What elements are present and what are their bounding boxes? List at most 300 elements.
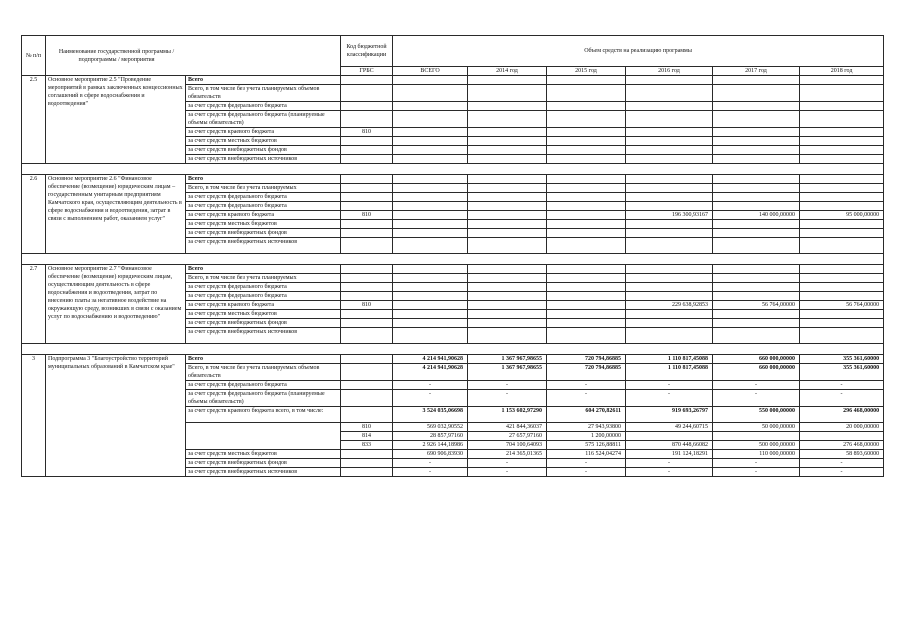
row-value-y2015: - — [547, 381, 626, 390]
row-value-y2015 — [547, 211, 626, 220]
row-value-total — [393, 146, 468, 155]
row-value-total — [393, 76, 468, 85]
row-value-y2015: 27 943,93800 — [547, 423, 626, 432]
row-value-y2014 — [468, 184, 547, 193]
row-value-y2015 — [547, 265, 626, 274]
row-value-y2018: 355 361,60000 — [800, 355, 884, 364]
row-grbs: 810 — [341, 301, 393, 310]
section-gap — [22, 254, 884, 265]
row-value-total — [393, 211, 468, 220]
row-value-total — [393, 128, 468, 137]
row-value-y2018: 355 361,60000 — [800, 364, 884, 381]
row-value-y2015 — [547, 184, 626, 193]
row-value-total — [393, 301, 468, 310]
row-value-y2016 — [626, 265, 713, 274]
row-name: Основное мероприятие 2.5 "Проведение мероприятий в рамках заключенных концессионных соглашений в сфере водоснабжения и водоотведения" — [46, 76, 186, 164]
row-value-y2015 — [547, 274, 626, 283]
row-value-y2014 — [468, 128, 547, 137]
row-source-label: за счет средств внебюджетных источников — [186, 468, 341, 477]
row-source-label: за счет средств внебюджетных источников — [186, 328, 341, 344]
row-grbs — [341, 328, 393, 344]
row-value-y2014 — [468, 301, 547, 310]
row-value-y2017: 110 000,00000 — [713, 450, 800, 459]
row-value-y2014 — [468, 238, 547, 254]
row-value-y2017 — [713, 184, 800, 193]
row-grbs — [341, 85, 393, 102]
row-value-y2018 — [800, 111, 884, 128]
row-grbs — [341, 175, 393, 184]
row-source-label: за счет средств внебюджетных фондов — [186, 319, 341, 328]
table-row — [22, 76, 884, 85]
row-grbs: 833 — [341, 441, 393, 450]
row-value-y2017 — [713, 274, 800, 283]
row-source-label: Всего — [186, 175, 341, 184]
col-2015-header: 2015 год — [547, 67, 626, 76]
row-value-y2017: 660 000,00000 — [713, 355, 800, 364]
row-value-total: 690 906,83930 — [393, 450, 468, 459]
row-value-y2017 — [713, 146, 800, 155]
row-value-y2014 — [468, 265, 547, 274]
row-value-total — [393, 283, 468, 292]
col-2017-header: 2017 год — [713, 67, 800, 76]
row-grbs — [341, 146, 393, 155]
row-value-y2016 — [626, 310, 713, 319]
row-value-total — [393, 202, 468, 211]
section-gap — [22, 344, 884, 355]
row-value-y2015: 1 200,00000 — [547, 432, 626, 441]
row-value-y2014 — [468, 102, 547, 111]
row-value-total: - — [393, 381, 468, 390]
row-source-label: Всего — [186, 265, 341, 274]
row-source-label: за счет средств внебюджетных фондов — [186, 459, 341, 468]
row-value-y2016 — [626, 111, 713, 128]
row-source-label: за счет средств федерального бюджета (планируемые объемы обязательств) — [186, 390, 341, 407]
row-value-y2018 — [800, 310, 884, 319]
col-2014-header: 2014 год — [468, 67, 547, 76]
row-value-total: - — [393, 390, 468, 407]
row-value-total — [393, 193, 468, 202]
row-value-y2015: 575 126,88811 — [547, 441, 626, 450]
row-value-y2017 — [713, 193, 800, 202]
row-value-total — [393, 319, 468, 328]
row-value-y2014 — [468, 328, 547, 344]
row-number: 3 — [22, 355, 46, 477]
row-source-label: Всего, в том числе без учета планируемых объемов обязательств — [186, 364, 341, 381]
row-value-y2015: 720 794,86885 — [547, 364, 626, 381]
row-value-y2015 — [547, 238, 626, 254]
budget-table-body — [22, 76, 884, 477]
row-source-label: Всего — [186, 76, 341, 85]
row-value-y2018 — [800, 220, 884, 229]
row-value-y2018 — [800, 175, 884, 184]
row-value-y2017 — [713, 155, 800, 164]
row-value-y2014 — [468, 85, 547, 102]
row-value-y2018 — [800, 85, 884, 102]
table-row — [22, 355, 884, 364]
row-source-label: Всего, в том числе без учета планируемых — [186, 274, 341, 283]
row-value-y2014 — [468, 202, 547, 211]
row-value-y2016 — [626, 128, 713, 137]
row-value-y2017 — [713, 202, 800, 211]
row-source-label: Всего — [186, 355, 341, 364]
row-value-y2017 — [713, 229, 800, 238]
row-value-y2016 — [626, 238, 713, 254]
row-value-y2017 — [713, 220, 800, 229]
row-value-y2018 — [800, 274, 884, 283]
row-value-total — [393, 310, 468, 319]
row-value-y2017: - — [713, 381, 800, 390]
row-value-y2015 — [547, 301, 626, 310]
row-number: 2.7 — [22, 265, 46, 344]
row-grbs — [341, 137, 393, 146]
row-value-y2016 — [626, 85, 713, 102]
row-value-y2018: 58 893,60000 — [800, 450, 884, 459]
col-volume-header: Объем средств на реализацию программы — [393, 36, 884, 67]
row-value-y2016: - — [626, 468, 713, 477]
row-value-y2015 — [547, 319, 626, 328]
row-value-total — [393, 111, 468, 128]
row-value-y2015 — [547, 229, 626, 238]
row-value-y2015 — [547, 193, 626, 202]
row-value-y2016: 919 693,26797 — [626, 407, 713, 423]
row-value-y2015 — [547, 283, 626, 292]
col-grbs-header: ГРБС — [341, 67, 393, 76]
row-value-total — [393, 265, 468, 274]
row-grbs: 814 — [341, 432, 393, 441]
row-name: Подпрограмма 3 "Благоустройство территорий муниципальных образований в Камчатском крае" — [46, 355, 186, 477]
row-value-y2018 — [800, 102, 884, 111]
row-value-y2018: 95 000,00000 — [800, 211, 884, 220]
row-value-total — [393, 328, 468, 344]
row-source-label: за счет средств внебюджетных источников — [186, 238, 341, 254]
row-value-y2018 — [800, 146, 884, 155]
row-source-label: Всего, в том числе без учета планируемых — [186, 184, 341, 193]
row-value-y2014: 421 844,36037 — [468, 423, 547, 432]
row-value-y2017: - — [713, 390, 800, 407]
row-grbs: 810 — [341, 423, 393, 432]
row-source-label: за счет средств федерального бюджета (планируемые объемы обязательств) — [186, 111, 341, 128]
row-value-y2014 — [468, 283, 547, 292]
row-grbs — [341, 102, 393, 111]
row-value-y2016 — [626, 432, 713, 441]
row-value-y2017: 660 000,00000 — [713, 364, 800, 381]
row-value-total — [393, 238, 468, 254]
row-value-y2015 — [547, 111, 626, 128]
row-value-y2016: 229 638,92853 — [626, 301, 713, 310]
row-source-label: за счет средств федерального бюджета — [186, 381, 341, 390]
row-value-y2018 — [800, 238, 884, 254]
row-value-y2017 — [713, 319, 800, 328]
row-value-y2014: 1 153 602,97290 — [468, 407, 547, 423]
row-value-y2015 — [547, 220, 626, 229]
row-source-label: за счет средств федерального бюджета — [186, 202, 341, 211]
row-grbs — [341, 468, 393, 477]
row-source-label: за счет средств краевого бюджета всего, в том числе: — [186, 407, 341, 423]
row-value-y2018: - — [800, 381, 884, 390]
gap-cell — [22, 254, 884, 265]
row-value-total — [393, 274, 468, 283]
row-value-y2017 — [713, 310, 800, 319]
row-value-y2016: 1 110 817,45088 — [626, 364, 713, 381]
row-source-label: за счет средств местных бюджетов — [186, 450, 341, 459]
row-value-y2016 — [626, 146, 713, 155]
row-value-y2014 — [468, 76, 547, 85]
row-grbs — [341, 193, 393, 202]
row-value-total: 2 926 144,18986 — [393, 441, 468, 450]
col-2018-header: 2018 год — [800, 67, 884, 76]
row-value-y2014 — [468, 155, 547, 164]
row-grbs: 810 — [341, 211, 393, 220]
row-grbs — [341, 390, 393, 407]
row-value-y2015 — [547, 328, 626, 344]
col-name-header: Наименование государственной программы / подпрограммы / мероприятия — [46, 36, 341, 76]
row-grbs — [341, 283, 393, 292]
row-value-y2018: - — [800, 468, 884, 477]
table-row — [22, 175, 884, 184]
row-value-y2016 — [626, 328, 713, 344]
row-source-label: за счет средств внебюджетных фондов — [186, 229, 341, 238]
row-value-total — [393, 175, 468, 184]
row-value-y2016: 191 124,18291 — [626, 450, 713, 459]
row-value-y2017 — [713, 102, 800, 111]
row-value-y2014: 27 657,97160 — [468, 432, 547, 441]
row-value-y2016 — [626, 137, 713, 146]
row-value-y2016 — [626, 292, 713, 301]
row-value-y2017: 56 764,00000 — [713, 301, 800, 310]
row-source-label: Всего, в том числе без учета планируемых объемов обязательств — [186, 85, 341, 102]
row-source-label: за счет средств внебюджетных источников — [186, 155, 341, 164]
row-value-y2014: - — [468, 381, 547, 390]
row-source-label: за счет средств федерального бюджета — [186, 292, 341, 301]
row-value-y2014: 1 367 967,98655 — [468, 364, 547, 381]
row-value-y2014 — [468, 292, 547, 301]
row-value-y2016: 196 300,93167 — [626, 211, 713, 220]
row-value-y2017 — [713, 292, 800, 301]
row-source-label: за счет средств краевого бюджета — [186, 211, 341, 220]
row-name: Основное мероприятие 2.7 "Финансовое обеспечение (возмещение) юридическим лицам, осуществляющим деятельность в сфере водоснабжения и водоотведения, затрат по внесению платы за негативное воздействие на окружающую среду, возникших в связи с оказанием услуг по водоснабжению и водоотведению" — [46, 265, 186, 344]
row-source-label: за счет средств местных бюджетов — [186, 137, 341, 146]
row-value-y2015: 116 524,04274 — [547, 450, 626, 459]
row-value-total: - — [393, 459, 468, 468]
row-value-y2018 — [800, 319, 884, 328]
row-name: Основное мероприятие 2.6 "Финансовое обеспечение (возмещение) юридическим лицам – государственным унитарным предприятиям Камчатского края, осуществляющим деятельность в сфере водоснабжения и водоотведения, затрат в связи с выполнением работ, оказанием услуг" — [46, 175, 186, 254]
row-value-y2017 — [713, 128, 800, 137]
row-value-y2016 — [626, 319, 713, 328]
row-value-y2016 — [626, 155, 713, 164]
row-value-y2018: 20 000,00000 — [800, 423, 884, 432]
row-value-y2016: - — [626, 459, 713, 468]
row-value-y2015 — [547, 292, 626, 301]
gap-cell — [22, 164, 884, 175]
row-value-total — [393, 102, 468, 111]
col-num-header: № п/п — [22, 36, 46, 76]
row-grbs — [341, 238, 393, 254]
row-value-y2015 — [547, 76, 626, 85]
row-value-y2014 — [468, 137, 547, 146]
row-grbs — [341, 407, 393, 423]
row-value-y2015 — [547, 85, 626, 102]
row-value-y2014: - — [468, 468, 547, 477]
row-value-y2014: - — [468, 390, 547, 407]
row-value-y2016: - — [626, 381, 713, 390]
row-grbs — [341, 111, 393, 128]
row-value-y2018 — [800, 193, 884, 202]
row-grbs — [341, 364, 393, 381]
col-total-header: ВСЕГО — [393, 67, 468, 76]
row-number: 2.6 — [22, 175, 46, 254]
row-value-total — [393, 220, 468, 229]
row-value-y2015 — [547, 202, 626, 211]
row-value-total — [393, 137, 468, 146]
row-value-y2015 — [547, 175, 626, 184]
row-value-total: 569 032,90552 — [393, 423, 468, 432]
row-value-y2016 — [626, 184, 713, 193]
row-value-total — [393, 155, 468, 164]
section-gap — [22, 164, 884, 175]
row-value-y2017: 500 000,00000 — [713, 441, 800, 450]
row-value-y2016 — [626, 274, 713, 283]
row-value-y2015: 604 270,82611 — [547, 407, 626, 423]
row-value-total — [393, 229, 468, 238]
row-value-y2016: - — [626, 390, 713, 407]
row-value-y2018 — [800, 128, 884, 137]
row-grbs — [341, 459, 393, 468]
row-value-y2017 — [713, 283, 800, 292]
row-value-y2017: 140 000,00000 — [713, 211, 800, 220]
row-value-y2017 — [713, 137, 800, 146]
row-value-y2016: 1 110 817,45088 — [626, 355, 713, 364]
row-value-y2014 — [468, 220, 547, 229]
row-value-total: 4 214 941,90628 — [393, 364, 468, 381]
row-value-y2016: 870 448,66082 — [626, 441, 713, 450]
row-value-y2017 — [713, 85, 800, 102]
row-value-y2015: - — [547, 459, 626, 468]
row-source-label: за счет средств местных бюджетов — [186, 310, 341, 319]
row-value-y2014 — [468, 146, 547, 155]
row-value-y2014 — [468, 175, 547, 184]
row-grbs — [341, 355, 393, 364]
row-value-y2017: - — [713, 459, 800, 468]
row-value-y2015: 720 794,86885 — [547, 355, 626, 364]
row-grbs — [341, 381, 393, 390]
row-source-label: за счет средств краевого бюджета — [186, 301, 341, 310]
row-source-label: за счет средств краевого бюджета — [186, 128, 341, 137]
row-grbs — [341, 202, 393, 211]
col-kbk-header: Код бюджетной классификации — [341, 36, 393, 67]
row-grbs — [341, 76, 393, 85]
row-value-y2018 — [800, 202, 884, 211]
table-row — [22, 265, 884, 274]
row-value-y2018: 276 468,00000 — [800, 441, 884, 450]
row-value-y2014 — [468, 193, 547, 202]
row-value-total — [393, 292, 468, 301]
row-value-total: 28 857,97160 — [393, 432, 468, 441]
row-grbs — [341, 310, 393, 319]
row-grbs — [341, 155, 393, 164]
row-value-y2018 — [800, 76, 884, 85]
row-value-y2018 — [800, 155, 884, 164]
row-value-y2017: 50 000,00000 — [713, 423, 800, 432]
row-value-y2018 — [800, 229, 884, 238]
row-value-y2016 — [626, 102, 713, 111]
row-value-y2017 — [713, 175, 800, 184]
row-value-y2016 — [626, 220, 713, 229]
row-source-label: за счет средств федерального бюджета — [186, 102, 341, 111]
budget-table — [21, 35, 884, 477]
row-grbs — [341, 292, 393, 301]
row-grbs — [341, 265, 393, 274]
row-value-y2016 — [626, 202, 713, 211]
row-value-total: 4 214 941,90628 — [393, 355, 468, 364]
row-value-y2015 — [547, 155, 626, 164]
row-value-y2014 — [468, 229, 547, 238]
row-grbs — [341, 450, 393, 459]
row-value-y2017: - — [713, 468, 800, 477]
col-2016-header: 2016 год — [626, 67, 713, 76]
row-value-y2015: - — [547, 390, 626, 407]
row-value-y2018 — [800, 184, 884, 193]
row-value-y2017 — [713, 328, 800, 344]
row-value-y2016 — [626, 76, 713, 85]
row-grbs — [341, 220, 393, 229]
row-value-y2017: 550 000,00000 — [713, 407, 800, 423]
row-value-total: - — [393, 468, 468, 477]
row-grbs: 810 — [341, 128, 393, 137]
row-value-y2018 — [800, 283, 884, 292]
row-value-y2014: 1 367 967,98655 — [468, 355, 547, 364]
row-value-y2017 — [713, 432, 800, 441]
row-source-label: за счет средств федерального бюджета — [186, 283, 341, 292]
row-value-total — [393, 85, 468, 102]
row-value-total: 3 524 035,06698 — [393, 407, 468, 423]
row-value-y2017 — [713, 238, 800, 254]
row-value-y2017 — [713, 265, 800, 274]
row-value-y2016 — [626, 229, 713, 238]
row-value-y2017 — [713, 111, 800, 128]
row-value-y2015 — [547, 146, 626, 155]
row-value-y2016 — [626, 175, 713, 184]
row-value-y2014 — [468, 211, 547, 220]
row-source-label — [186, 423, 341, 450]
row-value-y2015 — [547, 128, 626, 137]
row-value-y2018 — [800, 292, 884, 301]
row-value-y2018 — [800, 265, 884, 274]
gap-cell — [22, 344, 884, 355]
row-value-y2018 — [800, 432, 884, 441]
row-value-total — [393, 184, 468, 193]
row-value-y2017 — [713, 76, 800, 85]
row-source-label: за счет средств местных бюджетов — [186, 220, 341, 229]
row-value-y2015 — [547, 137, 626, 146]
row-value-y2016 — [626, 193, 713, 202]
row-value-y2016: 49 244,60715 — [626, 423, 713, 432]
row-value-y2014 — [468, 111, 547, 128]
row-value-y2014: - — [468, 459, 547, 468]
row-value-y2018 — [800, 328, 884, 344]
row-value-y2014: 214 365,01365 — [468, 450, 547, 459]
row-value-y2018: 56 764,00000 — [800, 301, 884, 310]
row-value-y2014 — [468, 310, 547, 319]
row-value-y2015: - — [547, 468, 626, 477]
row-value-y2015 — [547, 102, 626, 111]
row-grbs — [341, 184, 393, 193]
row-grbs — [341, 319, 393, 328]
row-grbs — [341, 274, 393, 283]
row-value-y2016 — [626, 283, 713, 292]
row-value-y2018: - — [800, 390, 884, 407]
row-grbs — [341, 229, 393, 238]
row-value-y2018: 296 468,00000 — [800, 407, 884, 423]
